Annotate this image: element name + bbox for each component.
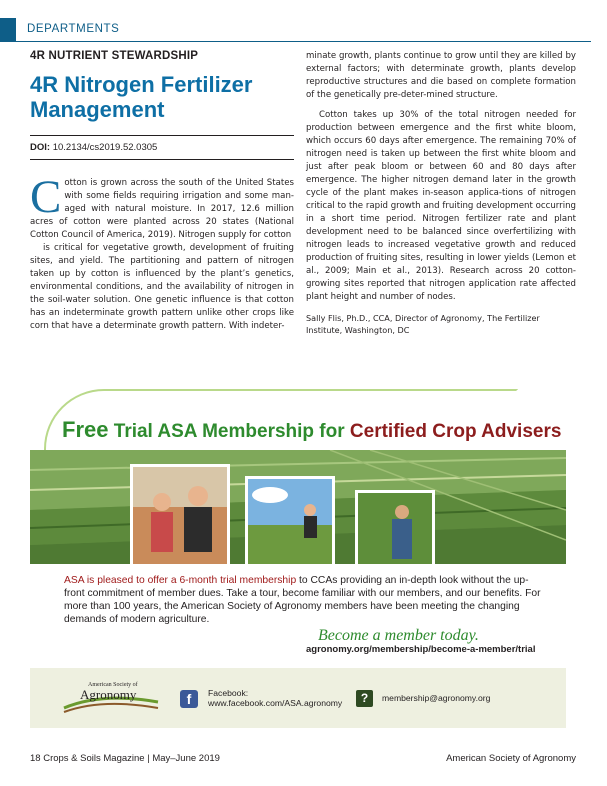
doi-label: DOI: [30,142,51,153]
logo-big-text: Agronomy [80,687,137,702]
membership-trial-link[interactable]: agronomy.org/membership/become-a-member/trial [306,644,536,655]
asa-logo [62,678,160,716]
ad-contact-bar [30,668,566,728]
article-paragraph-1 [30,171,294,242]
become-member-tagline: Become a member today. [318,627,479,644]
asa-membership-ad[interactable] [30,384,566,730]
facebook-icon[interactable]: f [180,690,198,708]
doi-value[interactable]: 10.2134/cs2019.52.0305 [52,142,158,153]
doi-top-rule [30,135,294,136]
article-paragraph-4: Cotton takes up 30% of the total nitrogen needed for production between emergence and the first white bloom, which occurs 60 days after emergence. The remaining 70% of nitrogen need is taken up between the first white bloom and just after peak bloom or between 60 and 80 days after emergence. The higher nitrogen demand later in the growth cycle of the plant makes in-season applica-tions of nitrogen critical to the rapid growth and fruiting development occurring in a short time period. Nitrogen fertilizer rate and plant development need to be balanced since overfertilizing with nitrogen leads to increased vegetative growth and reduced production of fruiting sites, resulting in lower yields (Lemon et al., 2009; Main et al., 2013). Research across 20 cotton-growing sites reported that nitrogen application rate affected plant height and number of nodes. [306,110,576,302]
footer-right: American Society of Agronomy [446,753,576,764]
department-header [0,18,607,42]
drop-cap: C [30,171,62,223]
facebook-url[interactable]: www.facebook.com/ASA.agronomy [208,698,343,708]
ad-copy-body: to CCAs providing an in-depth look without the up-front commitment of member dues. Take a tour, become familiar with our members, and our benefits. For more than 100 years, the American Society of Agronomy members have been meeting the changing demands of modern agriculture. [64,575,541,625]
ad-title-end: Certified Crop Advisers [349,421,562,442]
logo-small-text: American Society of [88,682,138,688]
article-right-column [306,50,576,336]
ad-title [62,417,561,443]
membership-email[interactable]: membership@agronomy.org [382,693,491,703]
department-rule [16,41,591,42]
ad-copy-lead: ASA is pleased to offer a 6-month trial membership [64,575,297,586]
footer-left: 18 Crops & Soils Magazine | May–June 2019 [30,753,220,764]
article-title: 4R Nitrogen Fertilizer Management [30,72,253,122]
article-paragraph-3: minate growth, plants continue to grow until they are killed by external factors; with determinate growth, plants develop reproductive structures and die based on complete formation of the genetically pre-deter-mined structure. [306,51,576,100]
question-icon: ? [356,690,373,707]
ad-title-middle: Trial ASA Membership for [108,421,350,442]
paragraph-1-text: otton is grown across the south of the United States with some fields requiring irrigation and some man-aged with natural moisture. In 2017, 12.6 million acres of cotton were planted across 20 states (National Cotton Council of America, 2019). Nitrogen supply for cotton [30,178,294,240]
ad-title-free: Free [62,417,109,442]
department-label: DEPARTMENTS [27,23,120,35]
author-byline: Sally Flis, Ph.D., CCA, Director of Agronomy, The Fertilizer Institute, Washington, DC [306,313,540,335]
farmland-photo-collage [30,450,566,564]
ad-copy [64,574,544,626]
article-left-column [30,50,294,333]
facebook-label: Facebook: [208,688,249,698]
doi-bottom-rule [30,159,294,160]
article-kicker: 4R NUTRIENT STEWARDSHIP [30,50,199,62]
department-color-block [0,18,16,42]
facebook-contact[interactable] [208,688,342,708]
doi-line [30,142,294,153]
article-paragraph-2: is critical for vegetative growth, development of fruiting sites, and yield. The partitioning and pattern of nitrogen taken up by cotton is influenced by the plant’s genetics, environmental conditions, and the availability of nitrogen in the soil-water solution. One genetic influence is that cotton has an indeterminate growth pattern unlike other crops like corn that have a determinate growth pattern. With indeter- [30,243,294,331]
